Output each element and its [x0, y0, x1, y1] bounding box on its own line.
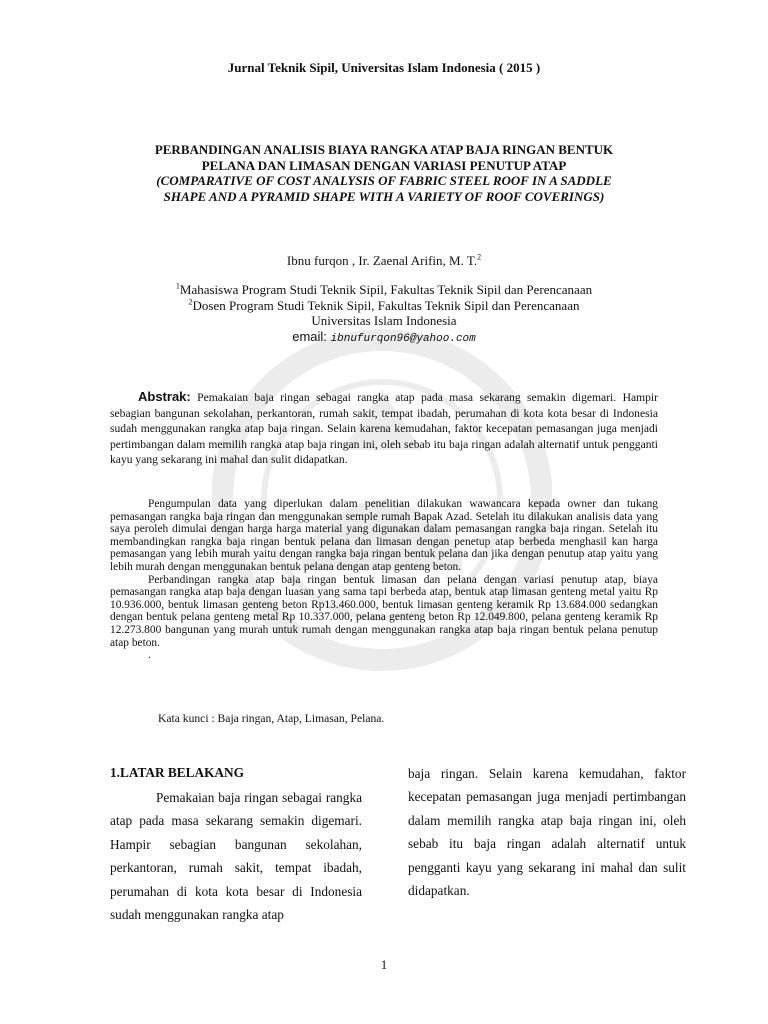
- author-superscript: 2: [477, 252, 482, 262]
- abstract-paragraph-3: Perbandingan rangka atap baja ringan bentuk limasan dan pelana dengan variasi penutup atap, biaya pemasangan rangka atap baja dengan luasan yang sama tapi berbeda atap, bentuk atap limasan genteng metal yaitu Rp 10.936.000, bentuk limasan genteng beton Rp13.460.000, bentuk limasan genteng keramik Rp 13.684.000 sedangkan dengan bentuk pelana genteng metal Rp 10.337.000, pelana genteng beton Rp 12.049.800, pelana genteng keramik Rp 12.273.800 bangunan yang murah untuk rumah dengan menggunakan rangka atap baja ringan bentuk pelana penutup atap beton.: [110, 573, 658, 649]
- email-label: email:: [292, 328, 331, 344]
- abstract-section: [110, 389, 658, 468]
- journal-header: Jurnal Teknik Sipil, Universitas Islam Indonesia ( 2015 ): [227, 60, 541, 75]
- page-number: 1: [380, 957, 388, 972]
- affiliation-1: Mahasiswa Program Studi Teknik Sipil, Fakultas Teknik Sipil dan Perencanaan: [179, 282, 593, 297]
- keywords: Kata kunci : Baja ringan, Atap, Limasan, Pelana.: [158, 712, 385, 725]
- section-heading: 1.LATAR BELAKANG: [110, 765, 244, 780]
- abstract-paragraph-1: [110, 389, 658, 468]
- author-names: Ibnu furqon , Ir. Zaenal Arifin, M. T.: [286, 253, 478, 268]
- abstract-label: Abstrak:: [138, 389, 191, 404]
- left-column: [110, 764, 362, 926]
- affiliation-1-marker: 1: [175, 281, 180, 291]
- affiliation-2-marker: 2: [188, 297, 193, 307]
- author-email: ibnufurqon96@yahoo.com: [330, 332, 476, 345]
- abstract-text-1: Pemakaian baja ringan sebagai rangka atap pada masa sekarang semakin digemari. Hampir sebagian bangunan sekolahan, perkantoran, rumah sakit, tempat ibadah, perumahan di kota kota besar di Indonesia sudah menggunakan rangka atap baja ringan. Selain karena kemudahan, faktor kecepatan pemasangan juga menjadi pertimbangan dalam memilih rangka atap baja ringan ini, oleh sebab itu baja ringan adalah alternatif untuk pengganti kayu yang sekarang ini mahal dan sulit didapatkan.: [110, 391, 658, 466]
- title-english-line-1: (COMPARATIVE OF COST ANALYSIS OF FABRIC STEEL ROOF IN A SADDLE: [156, 173, 612, 188]
- right-column: [408, 762, 686, 902]
- section-left-text: Pemakaian baja ringan sebagai rangka atap pada masa sekarang semakin digemari. Hampir sebagian bangunan sekolahan, perkantoran, rumah sakit, tempat ibadah, perumahan di kota kota besar di Indonesia sudah menggunakan rangka atap: [110, 790, 362, 923]
- author-list: [0, 253, 768, 269]
- title-line-1: PERBANDINGAN ANALISIS BIAYA RANGKA ATAP BAJA RINGAN BENTUK: [154, 142, 614, 157]
- affiliation-university: Universitas Islam Indonesia: [311, 313, 457, 328]
- abstract-dot: .: [148, 649, 151, 662]
- paper-title: [90, 142, 678, 204]
- title-line-2: PELANA DAN LIMASAN DENGAN VARIASI PENUTUP ATAP: [201, 157, 567, 173]
- affiliation-2: Dosen Program Studi Teknik Sipil, Fakultas Teknik Sipil dan Perencanaan: [192, 297, 580, 313]
- title-english-line-2: SHAPE AND A PYRAMID SHAPE WITH A VARIETY OF ROOF COVERINGS): [163, 188, 605, 204]
- section-right-text: baja ringan. Selain karena kemudahan, faktor kecepatan pemasangan juga menjadi pertimbangan dalam memilih rangka atap baja ringan ini, oleh sebab itu baja ringan adalah alternatif untuk pengganti kayu yang sekarang ini mahal dan sulit didapatkan.: [408, 766, 686, 899]
- abstract-continued: [110, 498, 658, 662]
- affiliations: [120, 282, 648, 347]
- abstract-paragraph-2: Pengumpulan data yang diperlukan dalam penelitian dilakukan wawancara kepada owner dan tukang pemasangan rangka baja ringan dan menggunakan semple rumah Bapak Azad. Setelah itu dilakukan analisis data yang saya peroleh dimulai dengan harga harga material yang digunakan dalam pemasangan rangka baja ringan. Setelah itu membandingkan rangka baja ringan bentuk pelana dan limasan dengan penetup atap berbeda menghasil kan harga pemasangan yang lebih murah yaitu dengan rangka baja ringan bentuk pelana dan jika dengan penutup atap yaitu yang lebih murah dengan menggunakan bentuk pelana dengan atap genteng beton.: [110, 498, 658, 573]
